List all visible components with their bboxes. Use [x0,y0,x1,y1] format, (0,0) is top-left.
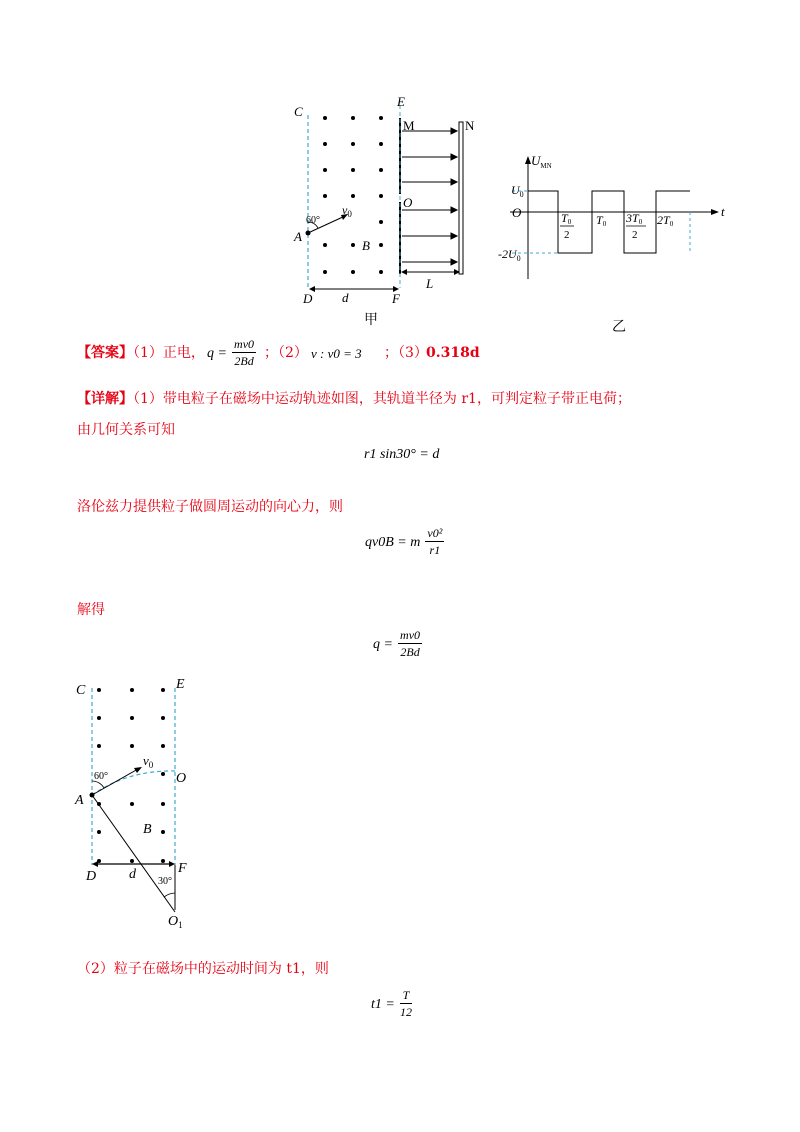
answer-line [77,344,205,362]
label-a: A [294,229,302,244]
svg-text:T0: T0 [596,213,607,228]
figure-jia [285,90,495,330]
svg-text:2: 2 [632,229,638,241]
label-d-point: D [303,291,313,306]
label-c: C [294,104,303,119]
explain-line2: 由几何关系可知 [77,422,175,438]
explain-eq2-den: r1 [429,543,441,557]
label-n: N [465,118,475,133]
answer-tag: 【答案】 [77,345,133,361]
axis-t-label: t [721,204,725,219]
explain-eq3-num: mv0 [400,628,421,642]
label-o1: $O_1$ [168,914,183,930]
u0-label: $U_0$ [511,183,524,199]
part2-eq [371,987,412,1020]
neg-label: $-2U_0$ [498,247,521,263]
label-v0: $v_0$ [342,203,352,219]
explain-eq3-lhs: q = [373,637,393,652]
explain-eq2-num: v0² [427,526,443,540]
radius-line [92,795,175,912]
label-b: B [362,238,370,253]
answer-sep2: ；（3） [384,345,428,361]
label-o: O [176,771,187,786]
angle60-arc [92,781,104,788]
label-angle: 60° [306,215,320,226]
explain-line3: 洛伦兹力提供粒子做圆周运动的向心力，则 [77,499,343,515]
part2-eq-num: T [400,987,412,1004]
label-d-point: D [86,869,97,884]
figure-yi-waveform [495,150,735,290]
svg-text:3T0: 3T0 [626,211,643,226]
label-e: E [397,94,405,109]
answer-q-lhs: q = [207,346,227,361]
label-c: C [76,683,86,698]
caption-jia: 甲 [364,312,378,328]
label-m: M [403,118,415,133]
label-angle60: 60° [94,771,108,782]
label-angle30: 30° [158,876,172,887]
svg-text:2: 2 [564,229,570,241]
label-f: F [178,861,187,876]
tick-3t0-half [625,211,646,241]
angle30-arc [164,893,175,897]
explain-line1 [77,390,631,408]
explain-eq3-den: 2Bd [400,645,420,659]
tick-2t0 [657,213,674,228]
label-b: B [143,822,152,837]
figure-trajectory [70,670,220,935]
origin-label: O [512,205,522,220]
label-a: A [75,793,84,808]
label-v0: $v_0$ [143,753,154,770]
explain-tag: 【详解】 [77,391,133,407]
svg-text:T0: T0 [561,211,572,226]
part2-eq-lhs: t1 = [371,997,395,1012]
caption-yi: 乙 [612,319,626,335]
label-d: d [342,290,349,305]
explain-line4: 解得 [77,602,105,618]
explain-eq3 [373,627,422,660]
explain-eq2-lhs: qv0B = m [365,535,421,550]
velocity-arrowhead [134,767,142,773]
answer-part1: （1）正电， [133,345,205,361]
answer-q-formula [207,336,256,369]
explain-eq1: r1 sin30° = d [364,447,440,462]
part2-eq-den: 12 [399,1005,412,1019]
plate-n [459,122,463,274]
label-f: F [392,291,400,306]
magnetic-field-dots [323,116,383,274]
label-l: L [426,276,434,291]
explain-line1-text: （1）带电粒子在磁场中运动轨迹如图，其轨道半径为 r1，可判定粒子带正电荷； [133,391,631,407]
tick-t0-half [560,211,574,241]
label-d: d [129,867,136,882]
svg-text:2T0: 2T0 [657,213,674,228]
answer-part3: 0.318d [426,345,480,361]
label-e: E [176,677,185,692]
explain-eq2 [365,525,444,558]
answer-ratio: v : v0 = 3 [311,346,362,361]
tick-t0 [596,213,607,228]
label-o: O [403,195,413,210]
part2-line: （2）粒子在磁场中的运动时间为 t1，则 [77,961,329,977]
axis-u-label: $U_{MN}$ [531,153,552,170]
answer-sep1: ；（2） [264,345,308,361]
answer-q-num: mv0 [234,337,255,351]
answer-q-den: 2Bd [234,354,254,368]
